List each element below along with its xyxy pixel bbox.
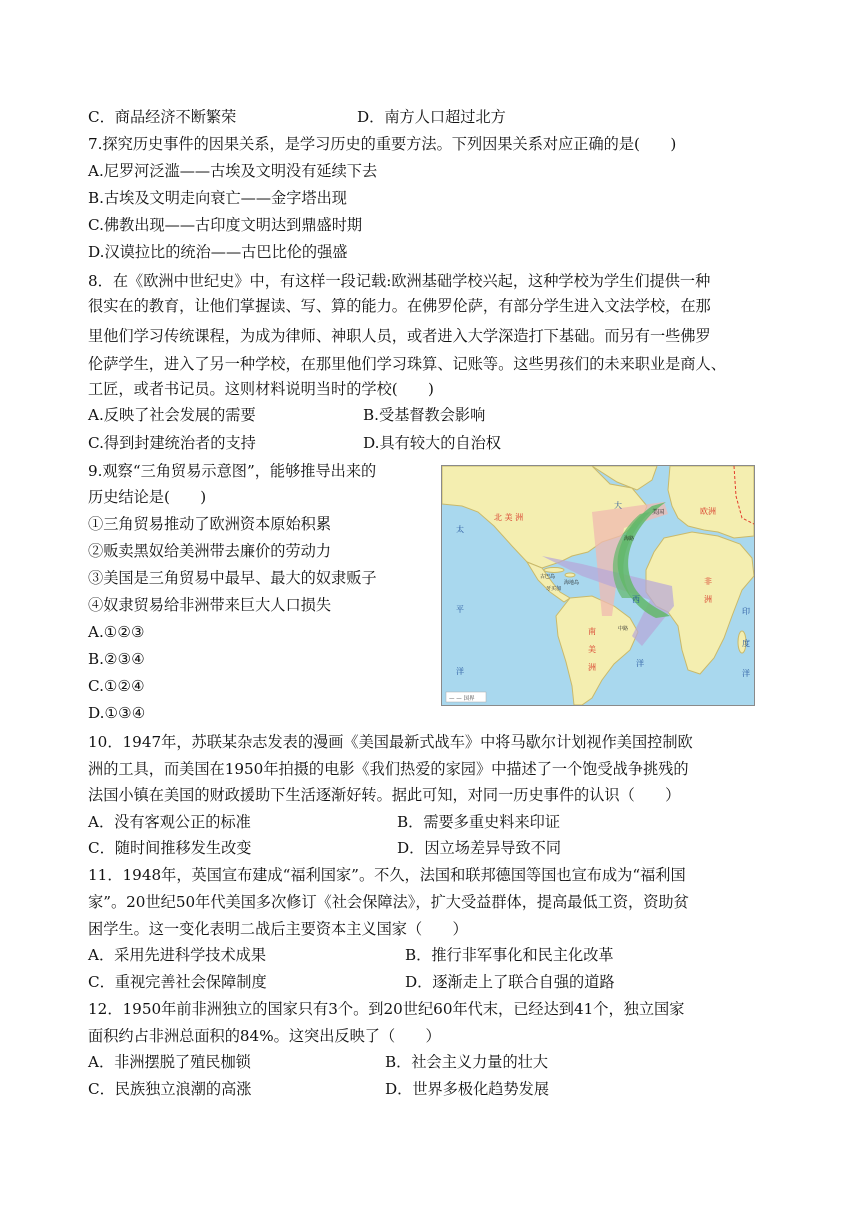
map-legend-text: — — 国界 — [449, 696, 475, 702]
q9-statement-3: ③美国是三角贸易中最早、最大的奴隶贩子 — [88, 569, 377, 587]
q12-option-c[interactable]: C．民族独立浪潮的高涨 — [88, 1080, 252, 1098]
q8-option-d[interactable]: D.具有较大的自治权 — [363, 434, 501, 452]
label-indian-1: 印 — [742, 607, 750, 616]
q8-option-b[interactable]: B.受基督教会影响 — [363, 406, 486, 424]
q12-stem-line-2: 面积约占非洲总面积的84%。这突出反映了（ ） — [88, 1027, 441, 1045]
q9-statement-2: ②贩卖黑奴给美洲带去廉价的劳动力 — [88, 542, 331, 560]
label-route-1: 海路 — [624, 536, 635, 542]
q11-stem-line-3: 困学生。这一变化表明二战后主要资本主义国家（ ） — [88, 920, 468, 938]
q8-stem-line-4: 伦萨学生，进入了另一种学校，在那里他们学习珠算、记账等。这些男孩们的未来职业是商人、 — [88, 355, 726, 373]
q6-option-d[interactable]: D．南方人口超过北方 — [357, 108, 506, 126]
label-atlantic-1: 大 — [614, 501, 622, 510]
q10-option-c[interactable]: C．随时间推移发生改变 — [88, 839, 252, 857]
q7-option-b[interactable]: B.古埃及文明走向衰亡——金字塔出现 — [88, 189, 347, 207]
q7-option-c[interactable]: C.佛教出现——古印度文明达到鼎盛时期 — [88, 216, 363, 234]
q7-option-d[interactable]: D.汉谟拉比的统治——古巴比伦的强盛 — [88, 243, 348, 261]
q11-stem-line-2: 家”。20世纪50年代美国多次修订《社会保障法》，扩大受益群体，提高最低工资，资助贫 — [88, 893, 689, 911]
q6-option-c[interactable]: C．商品经济不断繁荣 — [88, 108, 237, 126]
q9-statement-1: ①三角贸易推动了欧洲资本原始积累 — [88, 515, 331, 533]
q10-stem-line-3: 法国小镇在美国的财政援助下生活逐渐好转。据此可知，对同一历史事件的认识（ ） — [88, 786, 681, 804]
q12-option-d[interactable]: D．世界多极化趋势发展 — [385, 1080, 550, 1098]
label-usa: 美国 — [652, 509, 665, 516]
cuba-island — [544, 568, 564, 573]
label-haiti: 海地岛 — [564, 580, 580, 586]
label-south-america-1: 南 — [588, 627, 596, 636]
q12-stem-line-1: 12．1950年前非洲独立的国家只有3个。到20世纪60年代末，已经达到41个，独立国家 — [88, 1000, 685, 1018]
q8-stem-line-2: 很实在的教育，让他们掌握读、写、算的能力。在佛罗伦萨，有部分学生进入文法学校，在那 — [88, 297, 711, 315]
q10-option-a[interactable]: A．没有客观公正的标准 — [88, 813, 251, 831]
q7-option-a[interactable]: A.尼罗河泛滥——古埃及文明没有延续下去 — [88, 162, 378, 180]
q8-option-a[interactable]: A.反映了社会发展的需要 — [88, 406, 256, 424]
q12-option-a[interactable]: A．非洲摆脱了殖民枷锁 — [88, 1053, 251, 1071]
q9-option-a[interactable]: A.①②③ — [88, 623, 145, 641]
q9-option-d[interactable]: D.①③④ — [88, 704, 146, 722]
label-south-america-3: 洲 — [588, 663, 596, 672]
q11-stem-line-1: 11．1948年，英国宣布建成“福利国家”。不久，法国和联邦德国等国也宣布成为“福利国 — [88, 866, 686, 884]
label-africa-2: 洲 — [704, 595, 712, 604]
triangle-trade-map — [441, 465, 755, 706]
label-indian-2: 度 — [742, 639, 750, 648]
q9-option-c[interactable]: C.①②④ — [88, 677, 145, 695]
label-atlantic-3: 洋 — [636, 659, 644, 668]
label-jamaica: 牙买加 — [546, 586, 562, 592]
label-north-america: 北 美 洲 — [494, 513, 524, 522]
q8-stem-line-3: 里他们学习传统课程，为成为律师、神职人员，或者进入大学深造打下基础。而另有一些佛罗 — [88, 327, 711, 345]
label-africa-1: 非 — [704, 577, 712, 586]
q9-option-b[interactable]: B.②③④ — [88, 650, 145, 668]
q11-option-b[interactable]: B．推行非军事化和民主化改革 — [405, 946, 614, 964]
label-pacific-2: 平 — [456, 605, 464, 614]
label-pacific-3: 洋 — [456, 667, 464, 676]
q10-option-b[interactable]: B．需要多重史料来印证 — [397, 813, 561, 831]
q10-stem-line-2: 洲的工具，而美国在1950年拍摄的电影《我们热爱的家园》中描述了一个饱受战争挑残的 — [88, 760, 689, 778]
label-south-america-2: 美 — [588, 645, 596, 654]
q7-stem: 7.探究历史事件的因果关系，是学习历史的重要方法。下列因果关系对应正确的是( ) — [88, 135, 677, 153]
q12-option-b[interactable]: B．社会主义力量的壮大 — [385, 1053, 549, 1071]
label-pacific-1: 太 — [456, 525, 464, 534]
q11-option-c[interactable]: C．重视完善社会保障制度 — [88, 973, 267, 991]
q10-stem-line-1: 10．1947年，苏联某杂志发表的漫画《美国最新式战车》中将马歇尔计划视作美国控制欧 — [88, 733, 693, 751]
label-cuba: 古巴岛 — [540, 574, 556, 580]
label-indian-3: 洋 — [742, 669, 750, 678]
q8-stem-line-5: 工匠，或者书记员。这则材料说明当时的学校( ) — [88, 380, 434, 398]
q9-statement-4: ④奴隶贸易给非洲带来巨大人口损失 — [88, 596, 331, 614]
q8-option-c[interactable]: C.得到封建统治者的支持 — [88, 434, 256, 452]
q11-option-d[interactable]: D．逐渐走上了联合自强的道路 — [405, 973, 615, 991]
q9-stem-line-1: 9.观察“三角贸易示意图”，能够推导出来的 — [88, 462, 377, 480]
haiti-island — [565, 573, 575, 577]
label-atlantic-2: 西 — [632, 595, 640, 604]
q11-option-a[interactable]: A．采用先进科学技术成果 — [88, 946, 267, 964]
q8-stem-line-1: 8．在《欧洲中世纪史》中，有这样一段记载:欧洲基础学校兴起，这种学校为学生们提供一种 — [88, 272, 711, 290]
q10-option-d[interactable]: D．因立场差异导致不同 — [397, 839, 562, 857]
q9-stem-line-2: 历史结论是( ) — [88, 488, 207, 506]
label-route-2: 中路 — [618, 626, 629, 632]
label-europe: 欧洲 — [700, 507, 716, 516]
